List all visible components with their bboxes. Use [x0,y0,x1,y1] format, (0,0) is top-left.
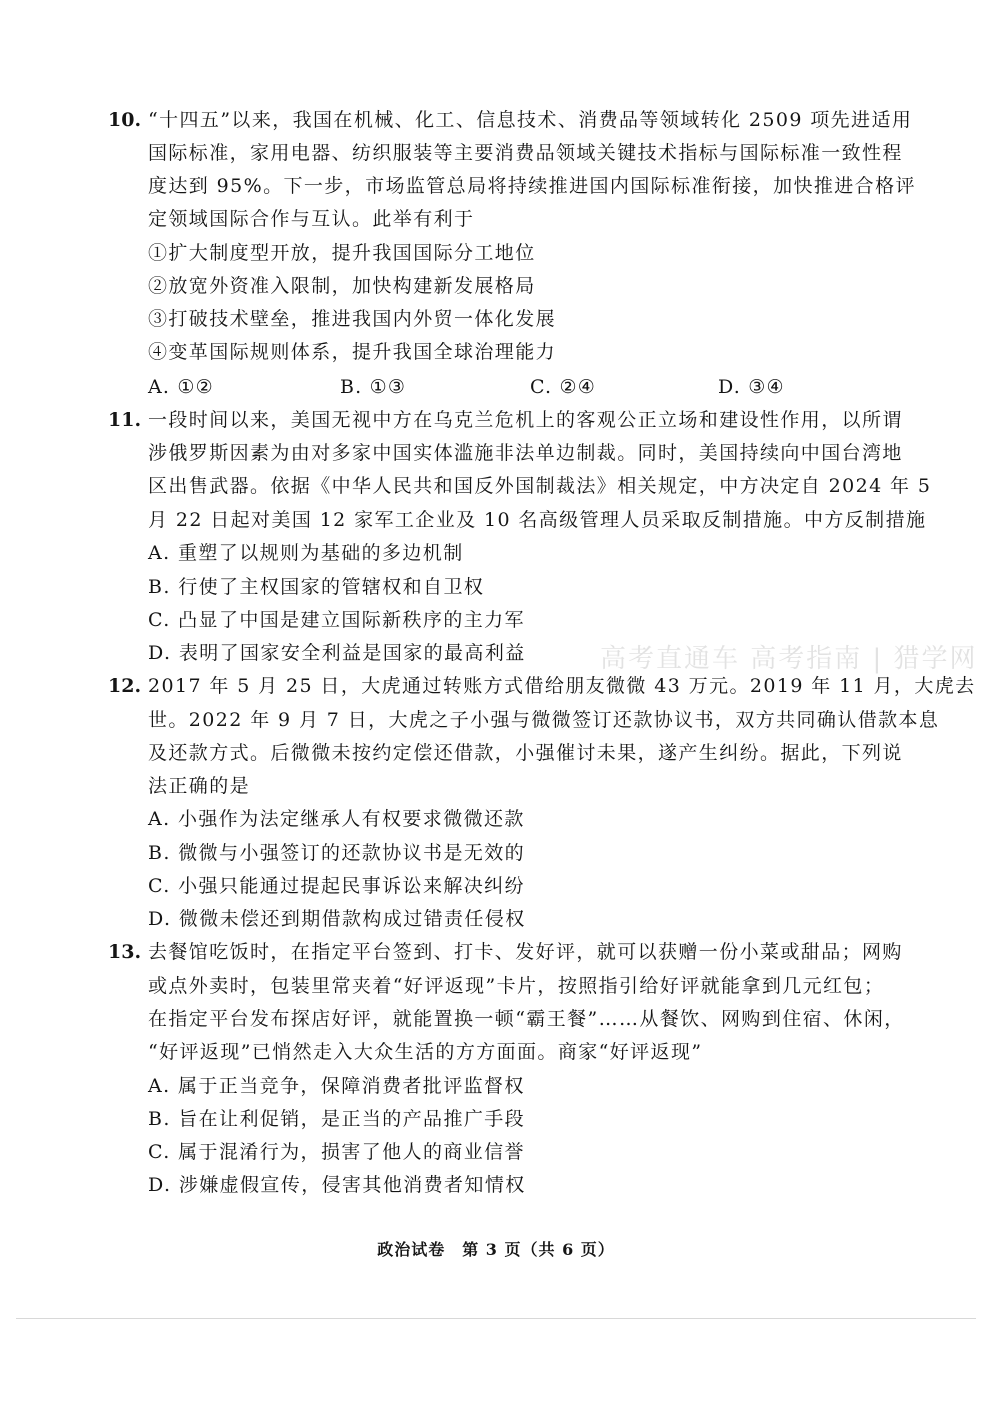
question-10-statement-2: ②放宽外资准入限制，加快构建新发展格局 [148,275,536,297]
question-13-stem-line: 去餐馆吃饭时，在指定平台签到、打卡、发好评，就可以获赠一份小菜或甜品；网购 [148,941,903,963]
question-10-statement-3: ③打破技术壁垒，推进我国内外贸一体化发展 [148,308,557,330]
question-11-option-a: A. 重塑了以规则为基础的多边机制 [148,542,464,564]
question-11-number: 11. [108,409,142,431]
option-a: A. ①② [148,376,214,398]
page-footer: 政治试卷 第 3 页（共 6 页） [377,1240,615,1259]
question-13-stem-line: 在指定平台发布探店好评，就能置换一顿“霸王餐”……从餐饮、网购到住宿、休闲， [148,1008,905,1030]
question-13-stem-line: 或点外卖时，包装里常夹着“好评返现”卡片，按照指引给好评就能拿到几元红包； [148,975,885,997]
question-11-stem-line: 月 22 日起对美国 12 家军工企业及 10 名高级管理人员采取反制措施。中方反制措施 [148,509,927,531]
option-d: D. ③④ [718,376,785,398]
question-10-stem-line: 定领域国际合作与互认。此举有利于 [148,208,475,230]
question-13-option-b: B. 旨在让利促销，是正当的产品推广手段 [148,1108,526,1130]
question-12-stem-line: 2017 年 5 月 25 日，大虎通过转账方式借给朋友微微 43 万元。2019 年 11 月，大虎去 [148,675,976,697]
question-11-option-b: B. 行使了主权国家的管辖权和自卫权 [148,576,485,598]
question-12-option-d: D. 微微未偿还到期借款构成过错责任侵权 [148,908,526,930]
watermark: 高考直通车 高考指南 | 猎学网 [600,644,978,674]
question-10-stem-line: “十四五”以来，我国在机械、化工、信息技术、消费品等领域转化 2509 项先进适用 [148,109,913,131]
question-13-option-c: C. 属于混淆行为，损害了他人的商业信誉 [148,1141,525,1163]
question-12-number: 12. [108,675,142,697]
option-c: C. ②④ [530,376,597,398]
question-10-number: 10. [108,109,142,131]
question-11-stem-line: 区出售武器。依据《中华人民共和国反外国制裁法》相关规定，中方决定自 2024 年 5 [148,475,932,497]
question-12-stem-line: 及还款方式。后微微未按约定偿还借款，小强催讨未果，遂产生纠纷。据此，下列说 [148,742,903,764]
scan-edge-line [16,1318,976,1319]
question-11-stem-line: 一段时间以来，美国无视中方在乌克兰危机上的客观公正立场和建设性作用，以所谓 [148,409,903,431]
question-10-statement-4: ④变革国际规则体系，提升我国全球治理能力 [148,341,557,363]
question-11-option-c: C. 凸显了中国是建立国际新秩序的主力军 [148,609,525,631]
question-13-stem-line: “好评返现”已悄然走入大众生活的方方面面。商家“好评返现” [148,1041,703,1063]
question-11-option-d: D. 表明了国家安全利益是国家的最高利益 [148,642,526,664]
question-10-statement-1: ①扩大制度型开放，提升我国国际分工地位 [148,242,536,264]
question-13-number: 13. [108,941,142,963]
question-12-option-b: B. 微微与小强签订的还款协议书是无效的 [148,842,526,864]
question-12-option-a: A. 小强作为法定继承人有权要求微微还款 [148,808,525,830]
option-b: B. ①③ [340,376,407,398]
question-12-option-c: C. 小强只能通过提起民事诉讼来解决纠纷 [148,875,525,897]
question-13-option-a: A. 属于正当竞争，保障消费者批评监督权 [148,1075,525,1097]
question-11-stem-line: 涉俄罗斯因素为由对多家中国实体滥施非法单边制裁。同时，美国持续向中国台湾地 [148,442,903,464]
question-10-stem-line: 国际标准，家用电器、纺织服装等主要消费品领域关键技术指标与国际标准一致性程 [148,142,903,164]
question-12-stem-line: 法正确的是 [148,775,251,797]
question-12-stem-line: 世。2022 年 9 月 7 日，大虎之子小强与微微签订还款协议书，双方共同确认借款本息 [148,709,940,731]
question-10-stem-line: 度达到 95%。下一步，市场监管总局将持续推进国内国际标准衔接，加快推进合格评 [148,175,916,197]
question-13-option-d: D. 涉嫌虚假宣传，侵害其他消费者知情权 [148,1174,526,1196]
